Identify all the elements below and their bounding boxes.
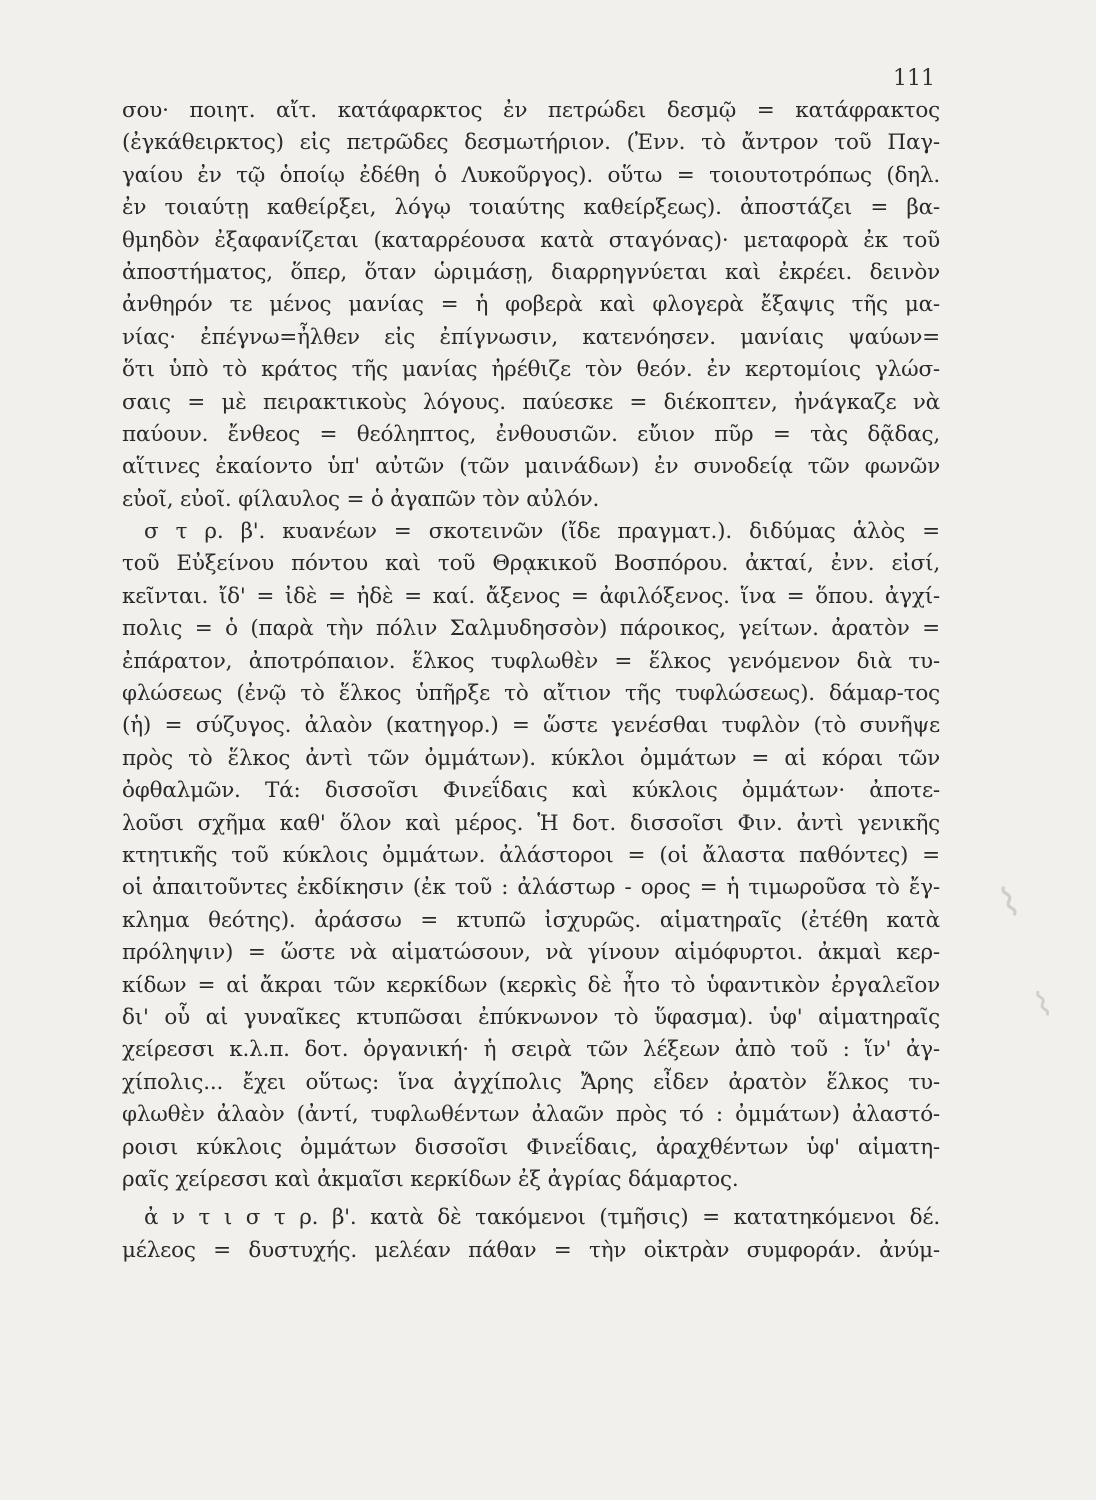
page-number: 111: [893, 66, 935, 91]
text-line: (ἡ) = σύζυγος. ἀλαὸν (κατηγορ.) = ὥστε γενέσθαι τυφλὸν (τὸ συνῆψε: [122, 713, 940, 739]
text-line: φλώσεως (ἐνῷ τὸ ἕλκος ὑπῆρξε τὸ αἴτιον τῆς τυφλώσεως). δάμαρ-τος: [122, 681, 940, 707]
text-line: μέλεος = δυστυχής. μελέαν πάθαν = τὴν οἰκτρὰν συμφοράν. ἀνύμ-: [122, 1237, 940, 1263]
text-line: παύουν. ἔνθεος = θεόληπτος, ἐνθουσιῶν. εὔιον πῦρ = τὰς δᾷδας,: [122, 421, 940, 447]
text-line: πρὸς τὸ ἕλκος ἀντὶ τῶν ὀμμάτων). κύκλοι ὀμμάτων = αἱ κόραι τῶν: [122, 745, 940, 771]
strophe-heading-line: σ τ ρ. β'. κυανέων = σκοτεινῶν (ἴδε πραγματ.). διδύμας ἁλὸς =: [144, 519, 940, 545]
text-line: χίπολις... ἔχει οὕτως: ἵνα ἀγχίπολις Ἄρης εἶδεν ἀρατὸν ἕλκος τυ-: [122, 1069, 940, 1095]
text-line: κτητικῆς τοῦ κύκλοις ὀμμάτων. ἀλάστοροι = (οἱ ἄλαστα παθόντες) =: [122, 842, 940, 868]
text-line: οἱ ἀπαιτοῦντες ἐκδίκησιν (ἐκ τοῦ : ἀλάστωρ - ορος = ἡ τιμωροῦσα τὸ ἔγ-: [122, 875, 940, 901]
text-line: αἵτινες ἐκαίοντο ὑπ' αὐτῶν (τῶν μαινάδων) ἐν συνοδείᾳ τῶν φωνῶν: [122, 454, 940, 480]
text-line: θμηδὸν ἐξαφανίζεται (καταρρέουσα κατὰ σταγόνας)· μεταφορὰ ἐκ τοῦ: [122, 227, 940, 253]
text-line: εὐοῖ, εὐοῖ. φίλαυλος = ὁ ἀγαπῶν τὸν αὐλόν.: [122, 486, 600, 512]
text-line: (ἐγκάθειρκτος) εἰς πετρῶδες δεσμωτήριον. (Ἐνν. τὸ ἄντρον τοῦ Παγ-: [122, 130, 940, 156]
text-line: τοῦ Εὐξείνου πόντου καὶ τοῦ Θρᾳκικοῦ Βοσπόρου. ἀκταί, ἐνν. εἰσί,: [122, 551, 940, 577]
text-line: νίας· ἐπέγνω=ἦλθεν εἰς ἐπίγνωσιν, κατενόησεν. μανίαις ψαύων=: [122, 324, 940, 350]
text-line: ἐπάρατον, ἀποτρόπαιον. ἕλκος τυφλωθὲν = ἕλκος γενόμενον διὰ τυ-: [122, 648, 940, 674]
text-line: ἀνθηρόν τε μένος μανίας = ἡ φοβερὰ καὶ φλογερὰ ἔξαψις τῆς μα-: [122, 292, 940, 318]
antistrophe-heading-line: ἀ ν τ ι σ τ ρ. β'. κατὰ δὲ τακόμενοι (τμῆσις) = κατατηκόμενοι δέ.: [144, 1205, 940, 1231]
text-line: σαις = μὲ πειρακτικοὺς λόγους. παύεσκε = διέκοπτεν, ἠνάγκαζε νὰ: [122, 389, 940, 415]
text-line: ροισι κύκλοις ὀμμάτων δισσοῖσι Φινεΐδαις, ἀραχθέντων ὑφ' αἱματη-: [122, 1134, 940, 1160]
faded-margin-annotation: ⌇: [1028, 983, 1058, 1027]
text-line: ὅτι ὑπὸ τὸ κράτος τῆς μανίας ἠρέθιζε τὸν θεόν. ἐν κερτομίοις γλώσ-: [122, 357, 940, 383]
text-line: λοῦσι σχῆμα καθ' ὅλον καὶ μέρος. Ἡ δοτ. δισσοῖσι Φιν. ἀντὶ γενικῆς: [122, 810, 940, 836]
commentary-text: [122, 95, 940, 1267]
text-line: δι' οὗ αἱ γυναῖκες κτυπῶσαι ἐπύκνωνον τὸ ὕφασμα). ὑφ' αἱματηραῖς: [122, 1004, 940, 1030]
text-line: πρόληψιν) = ὥστε νὰ αἱματώσουν, νὰ γίνουν αἱμόφυρτοι. ἀκμαὶ κερ-: [122, 940, 940, 966]
text-line: ἀποστήματος, ὅπερ, ὅταν ὡριμάσῃ, διαρρηγνύεται καὶ ἐκρέει. δεινὸν: [122, 259, 940, 285]
text-line: χείρεσσι κ.λ.π. δοτ. ὀργανική· ἡ σειρὰ τῶν λέξεων ἀπὸ τοῦ : ἵν' ἀγ-: [122, 1037, 940, 1063]
text-line: κίδων = αἱ ἄκραι τῶν κερκίδων (κερκὶς δὲ ἦτο τὸ ὑφαντικὸν ἐργαλεῖον: [122, 972, 940, 998]
text-line: σου· ποιητ. αἴτ. κατάφαρκτος ἐν πετρώδει δεσμῷ = κατάφρακτος: [122, 98, 940, 123]
text-line: ἐν τοιαύτῃ καθείρξει, λόγῳ τοιαύτης καθείρξεως). ἀποστάζει = βα-: [122, 195, 940, 221]
text-line: κλημα θεότης). ἀράσσω = κτυπῶ ἰσχυρῶς. αἱματηραῖς (ἐτέθη κατὰ: [122, 907, 940, 933]
text-line: κεῖνται. ἴδ' = ἰδὲ = ἠδὲ = καί. ἄξενος = ἀφιλόξενος. ἵνα = ὅπου. ἀγχί-: [122, 583, 940, 609]
text-line: πολις = ὁ (παρὰ τὴν πόλιν Σαλμυδησσὸν) πάροικος, γείτων. ἀρατὸν =: [122, 616, 940, 642]
text-line: ὀφθαλμῶν. Τά: δισσοῖσι Φινεΐδαις καὶ κύκλοις ὀμμάτων· ἀποτε-: [122, 778, 940, 804]
faded-margin-annotation: ⌇: [992, 878, 1027, 928]
text-line: ραῖς χείρεσσι καὶ ἀκμαῖσι κερκίδων ἐξ ἀγρίας δάμαρτος.: [122, 1166, 739, 1192]
text-line: φλωθὲν ἀλαὸν (ἀντί, τυφλωθέντων ἀλαῶν πρὸς τό : ὀμμάτων) ἀλαστό-: [122, 1102, 940, 1128]
text-line: γαίου ἐν τῷ ὁποίῳ ἐδέθη ὁ Λυκοῦργος). οὕτω = τοιουτοτρόπως (δηλ.: [122, 162, 940, 188]
